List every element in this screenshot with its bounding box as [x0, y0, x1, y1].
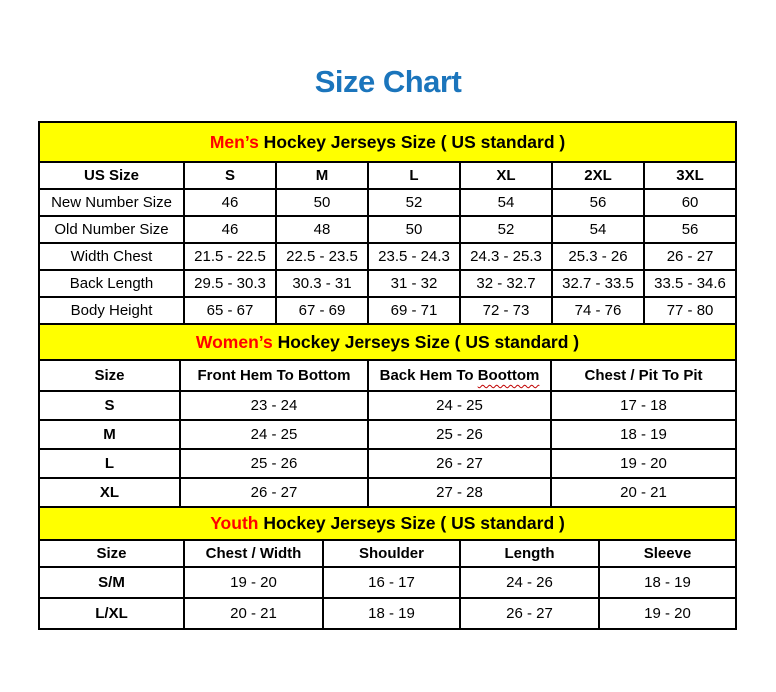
row-label: S [39, 391, 180, 420]
table-row [39, 598, 736, 629]
column-header: Chest / Pit To Pit [551, 360, 736, 391]
page-title: Size Chart [314, 64, 462, 99]
table-row [39, 297, 736, 324]
size-value-cell: 46 [184, 189, 276, 216]
size-value-cell: 26 - 27 [644, 243, 736, 270]
size-value-cell: 18 - 19 [599, 567, 736, 598]
size-value-cell: 24.3 - 25.3 [460, 243, 552, 270]
column-header: S [184, 162, 276, 189]
row-label: Width Chest [39, 243, 184, 270]
size-value-cell: 20 - 21 [184, 598, 323, 629]
size-value-cell: 24 - 25 [180, 420, 368, 449]
table-row [39, 270, 736, 297]
size-value-cell: 74 - 76 [552, 297, 644, 324]
column-header: XL [460, 162, 552, 189]
womens-banner-rest: Hockey Jerseys Size ( US standard ) [272, 331, 580, 352]
size-value-cell: 52 [368, 189, 460, 216]
table-row [39, 243, 736, 270]
row-label: M [39, 420, 180, 449]
column-header: Front Hem To Bottom [180, 360, 368, 391]
womens-banner [39, 324, 736, 360]
row-label: XL [39, 478, 180, 507]
column-header [368, 360, 551, 391]
womens-size-table [38, 323, 737, 508]
youth-banner-rest: Hockey Jerseys Size ( US standard ) [258, 513, 565, 533]
size-value-cell: 23 - 24 [180, 391, 368, 420]
size-value-cell: 67 - 69 [276, 297, 368, 324]
row-label: Back Length [39, 270, 184, 297]
youth-size-table [38, 506, 737, 630]
misspelled-word: Boottom [477, 367, 540, 384]
mens-banner [39, 122, 736, 162]
table-row [39, 567, 736, 598]
column-header: Size [39, 360, 180, 391]
youth-banner [39, 507, 736, 540]
size-value-cell: 32 - 32.7 [460, 270, 552, 297]
size-value-cell: 24 - 25 [368, 391, 551, 420]
row-label: L/XL [39, 598, 184, 629]
size-value-cell: 22.5 - 23.5 [276, 243, 368, 270]
row-label: L [39, 449, 180, 478]
mens-banner-text [39, 122, 736, 162]
column-header: 2XL [552, 162, 644, 189]
table-row [39, 420, 736, 449]
size-value-cell: 56 [552, 189, 644, 216]
womens-banner-highlight: Women’s [195, 331, 273, 352]
size-value-cell: 31 - 32 [368, 270, 460, 297]
size-value-cell: 25 - 26 [368, 420, 551, 449]
size-value-cell: 25.3 - 26 [552, 243, 644, 270]
womens-header-row [39, 360, 736, 391]
size-value-cell: 21.5 - 22.5 [184, 243, 276, 270]
size-value-cell: 26 - 27 [460, 598, 599, 629]
column-header: Chest / Width [184, 540, 323, 567]
table-row [39, 189, 736, 216]
row-label: New Number Size [39, 189, 184, 216]
size-value-cell: 54 [460, 189, 552, 216]
size-value-cell: 46 [184, 216, 276, 243]
size-value-cell: 27 - 28 [368, 478, 551, 507]
size-value-cell: 24 - 26 [460, 567, 599, 598]
row-label: Body Height [39, 297, 184, 324]
size-value-cell: 23.5 - 24.3 [368, 243, 460, 270]
size-value-cell: 54 [552, 216, 644, 243]
size-value-cell: 32.7 - 33.5 [552, 270, 644, 297]
size-value-cell: 19 - 20 [184, 567, 323, 598]
womens-banner-text [39, 324, 736, 360]
size-value-cell: 19 - 20 [599, 598, 736, 629]
size-value-cell: 29.5 - 30.3 [184, 270, 276, 297]
mens-banner-rest: Hockey Jerseys Size ( US standard ) [258, 131, 566, 152]
column-header: Size [39, 540, 184, 567]
size-value-cell: 19 - 20 [551, 449, 736, 478]
size-value-cell: 60 [644, 189, 736, 216]
size-value-cell: 50 [276, 189, 368, 216]
column-header: US Size [39, 162, 184, 189]
mens-size-table [38, 121, 737, 325]
size-chart-tables [38, 121, 735, 630]
size-value-cell: 26 - 27 [180, 478, 368, 507]
youth-banner-highlight: Youth [210, 513, 259, 533]
table-row [39, 216, 736, 243]
size-value-cell: 33.5 - 34.6 [644, 270, 736, 297]
size-value-cell: 25 - 26 [180, 449, 368, 478]
size-value-cell: 18 - 19 [323, 598, 460, 629]
mens-banner-highlight: Men’s [209, 131, 259, 152]
column-header: Sleeve [599, 540, 736, 567]
column-header: L [368, 162, 460, 189]
column-header: Length [460, 540, 599, 567]
size-value-cell: 77 - 80 [644, 297, 736, 324]
table-row [39, 449, 736, 478]
size-value-cell: 56 [644, 216, 736, 243]
youth-banner-text [39, 507, 736, 540]
size-value-cell: 72 - 73 [460, 297, 552, 324]
row-label: S/M [39, 567, 184, 598]
size-value-cell: 52 [460, 216, 552, 243]
youth-header-row [39, 540, 736, 567]
column-header: M [276, 162, 368, 189]
column-header-text: Back Hem To [379, 367, 478, 384]
size-value-cell: 50 [368, 216, 460, 243]
size-value-cell: 48 [276, 216, 368, 243]
table-row [39, 478, 736, 507]
size-value-cell: 69 - 71 [368, 297, 460, 324]
size-value-cell: 18 - 19 [551, 420, 736, 449]
size-value-cell: 16 - 17 [323, 567, 460, 598]
table-row [39, 391, 736, 420]
row-label: Old Number Size [39, 216, 184, 243]
size-value-cell: 26 - 27 [368, 449, 551, 478]
mens-header-row [39, 162, 736, 189]
column-header: Shoulder [323, 540, 460, 567]
size-value-cell: 30.3 - 31 [276, 270, 368, 297]
size-value-cell: 65 - 67 [184, 297, 276, 324]
size-value-cell: 17 - 18 [551, 391, 736, 420]
size-value-cell: 20 - 21 [551, 478, 736, 507]
column-header: 3XL [644, 162, 736, 189]
